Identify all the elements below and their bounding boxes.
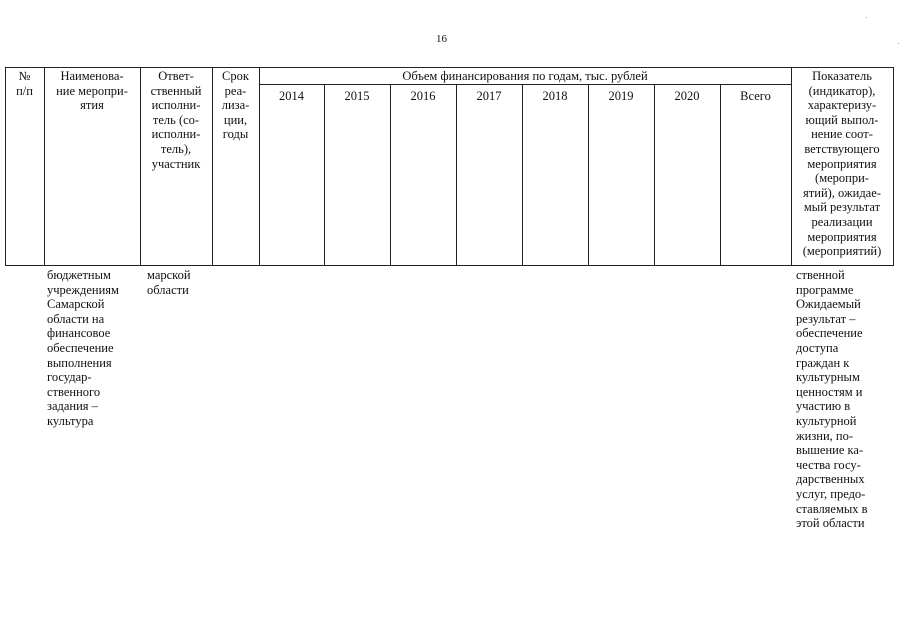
year-2017: 2017 xyxy=(476,89,502,103)
year-2014: 2014 xyxy=(279,89,304,103)
indicator-text: ственной программе Ожидаемый результат – обеспечение доступа граждан к культурным ценностям и участию в культурной жизни, по- вышение ка- чества госу- дарственных услуг, предо- ставляемых в этой области xyxy=(796,268,868,531)
year-2016: 2016 xyxy=(410,89,436,103)
table-bottom-border xyxy=(5,265,894,266)
name-text: бюджетным учреждениям Самарской области на финансовое обеспечение выполнения государ- ственного задания – культура xyxy=(47,268,119,428)
year-total: Всего xyxy=(740,89,771,103)
col-border xyxy=(522,84,523,265)
col-border xyxy=(588,84,589,265)
scan-speck xyxy=(866,17,867,18)
col-border xyxy=(720,84,721,265)
year-2018: 2018 xyxy=(542,89,568,103)
header-num: № п/п xyxy=(16,69,33,98)
page-number: 16 xyxy=(436,33,447,45)
header-executor: Ответ- ственный исполни- тель (со- исполни- тель), участник xyxy=(150,69,202,171)
year-2015: 2015 xyxy=(344,89,370,103)
table-top-border xyxy=(5,67,894,68)
header-indicator: Показатель (индикатор), характеризу- ющий выпол- нение соот- ветствующего мероприятия (меропри- ятий), ожидае- мый результат реализации мероприятия (мероприятий) xyxy=(802,69,882,259)
col-border xyxy=(390,84,391,265)
scan-speck xyxy=(898,43,899,44)
header-name: Наименова- ние меропри- ятия xyxy=(56,69,128,113)
header-term: Срок реа- лиза- ции, годы xyxy=(221,69,250,142)
year-2020: 2020 xyxy=(674,89,700,103)
header-financing: Объем финансирования по годам, тыс. рублей xyxy=(402,69,648,83)
col-border xyxy=(456,84,457,265)
executor-text: марской области xyxy=(147,268,191,297)
col-border xyxy=(324,84,325,265)
years-row-border xyxy=(259,84,791,85)
col-border xyxy=(654,84,655,265)
col-border xyxy=(893,67,894,265)
year-2019: 2019 xyxy=(608,89,634,103)
